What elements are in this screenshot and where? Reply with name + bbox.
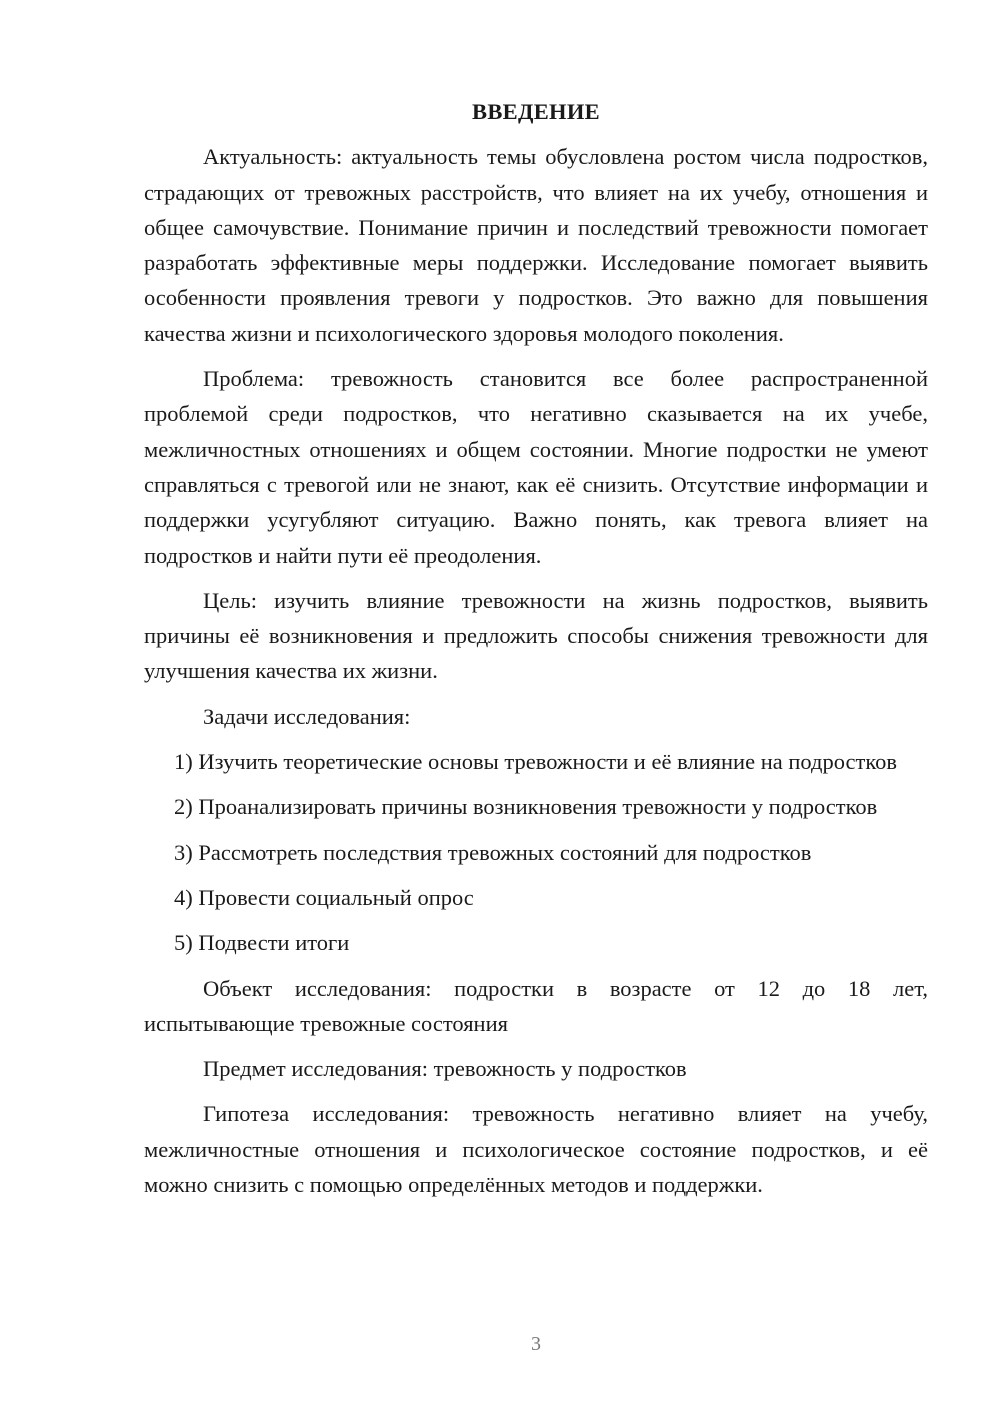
hypothesis-paragraph: Гипотеза исследования: тревожность негативно влияет на учебу, межличностные отношения и психологическое состояние подростков, и её можно снизить с помощью определённых методов и поддержки. bbox=[144, 1101, 928, 1198]
task-item-5: 5) Подвести итоги bbox=[174, 930, 350, 956]
task-item-2: 2) Проанализировать причины возникновения тревожности у подростков bbox=[174, 794, 878, 820]
object-paragraph: Объект исследования: подростки в возрасте от 12 до 18 лет, испытывающие тревожные состояния bbox=[144, 975, 928, 1036]
subject-paragraph: Предмет исследования: тревожность у подростков bbox=[203, 1056, 687, 1082]
goal-paragraph: Цель: изучить влияние тревожности на жизнь подростков, выявить причины её возникновения и предложить способы снижения тревожности для улучшения качества их жизни. bbox=[144, 587, 928, 684]
relevance-paragraph: Актуальность: актуальность темы обусловлена ростом числа подростков, страдающих от тревожных расстройств, что влияет на их учебу, отношения и общее самочувствие. Понимание причин и последствий тревожности помогает разработать эффективные меры поддержки. Исследование помогает выявить особенности проявления тревоги у подростков. Это важно для повышения качества жизни и психологического здоровья молодого поколения. bbox=[144, 144, 928, 346]
task-item-4: 4) Провести социальный опрос bbox=[174, 884, 474, 910]
section-title: ВВЕДЕНИЕ bbox=[472, 99, 600, 124]
task-item-3: 3) Рассмотреть последствия тревожных состояний для подростков bbox=[174, 839, 812, 865]
page-content bbox=[144, 94, 928, 1212]
page-number: 3 bbox=[531, 1333, 541, 1355]
tasks-heading: Задачи исследования: bbox=[203, 703, 411, 729]
task-item-1: 1) Изучить теоретические основы тревожности и её влияние на подростков bbox=[174, 749, 897, 775]
problem-paragraph: Проблема: тревожность становится все более распространенной проблемой среди подростков, что негативно сказывается на их учебе, межличностных отношениях и общем состоянии. Многие подростки не умеют справляться с тревогой или не знают, как её снизить. Отсутствие информации и поддержки усугубляют ситуацию. Важно понять, как тревога влияет на подростков и найти пути её преодоления. bbox=[144, 366, 928, 568]
